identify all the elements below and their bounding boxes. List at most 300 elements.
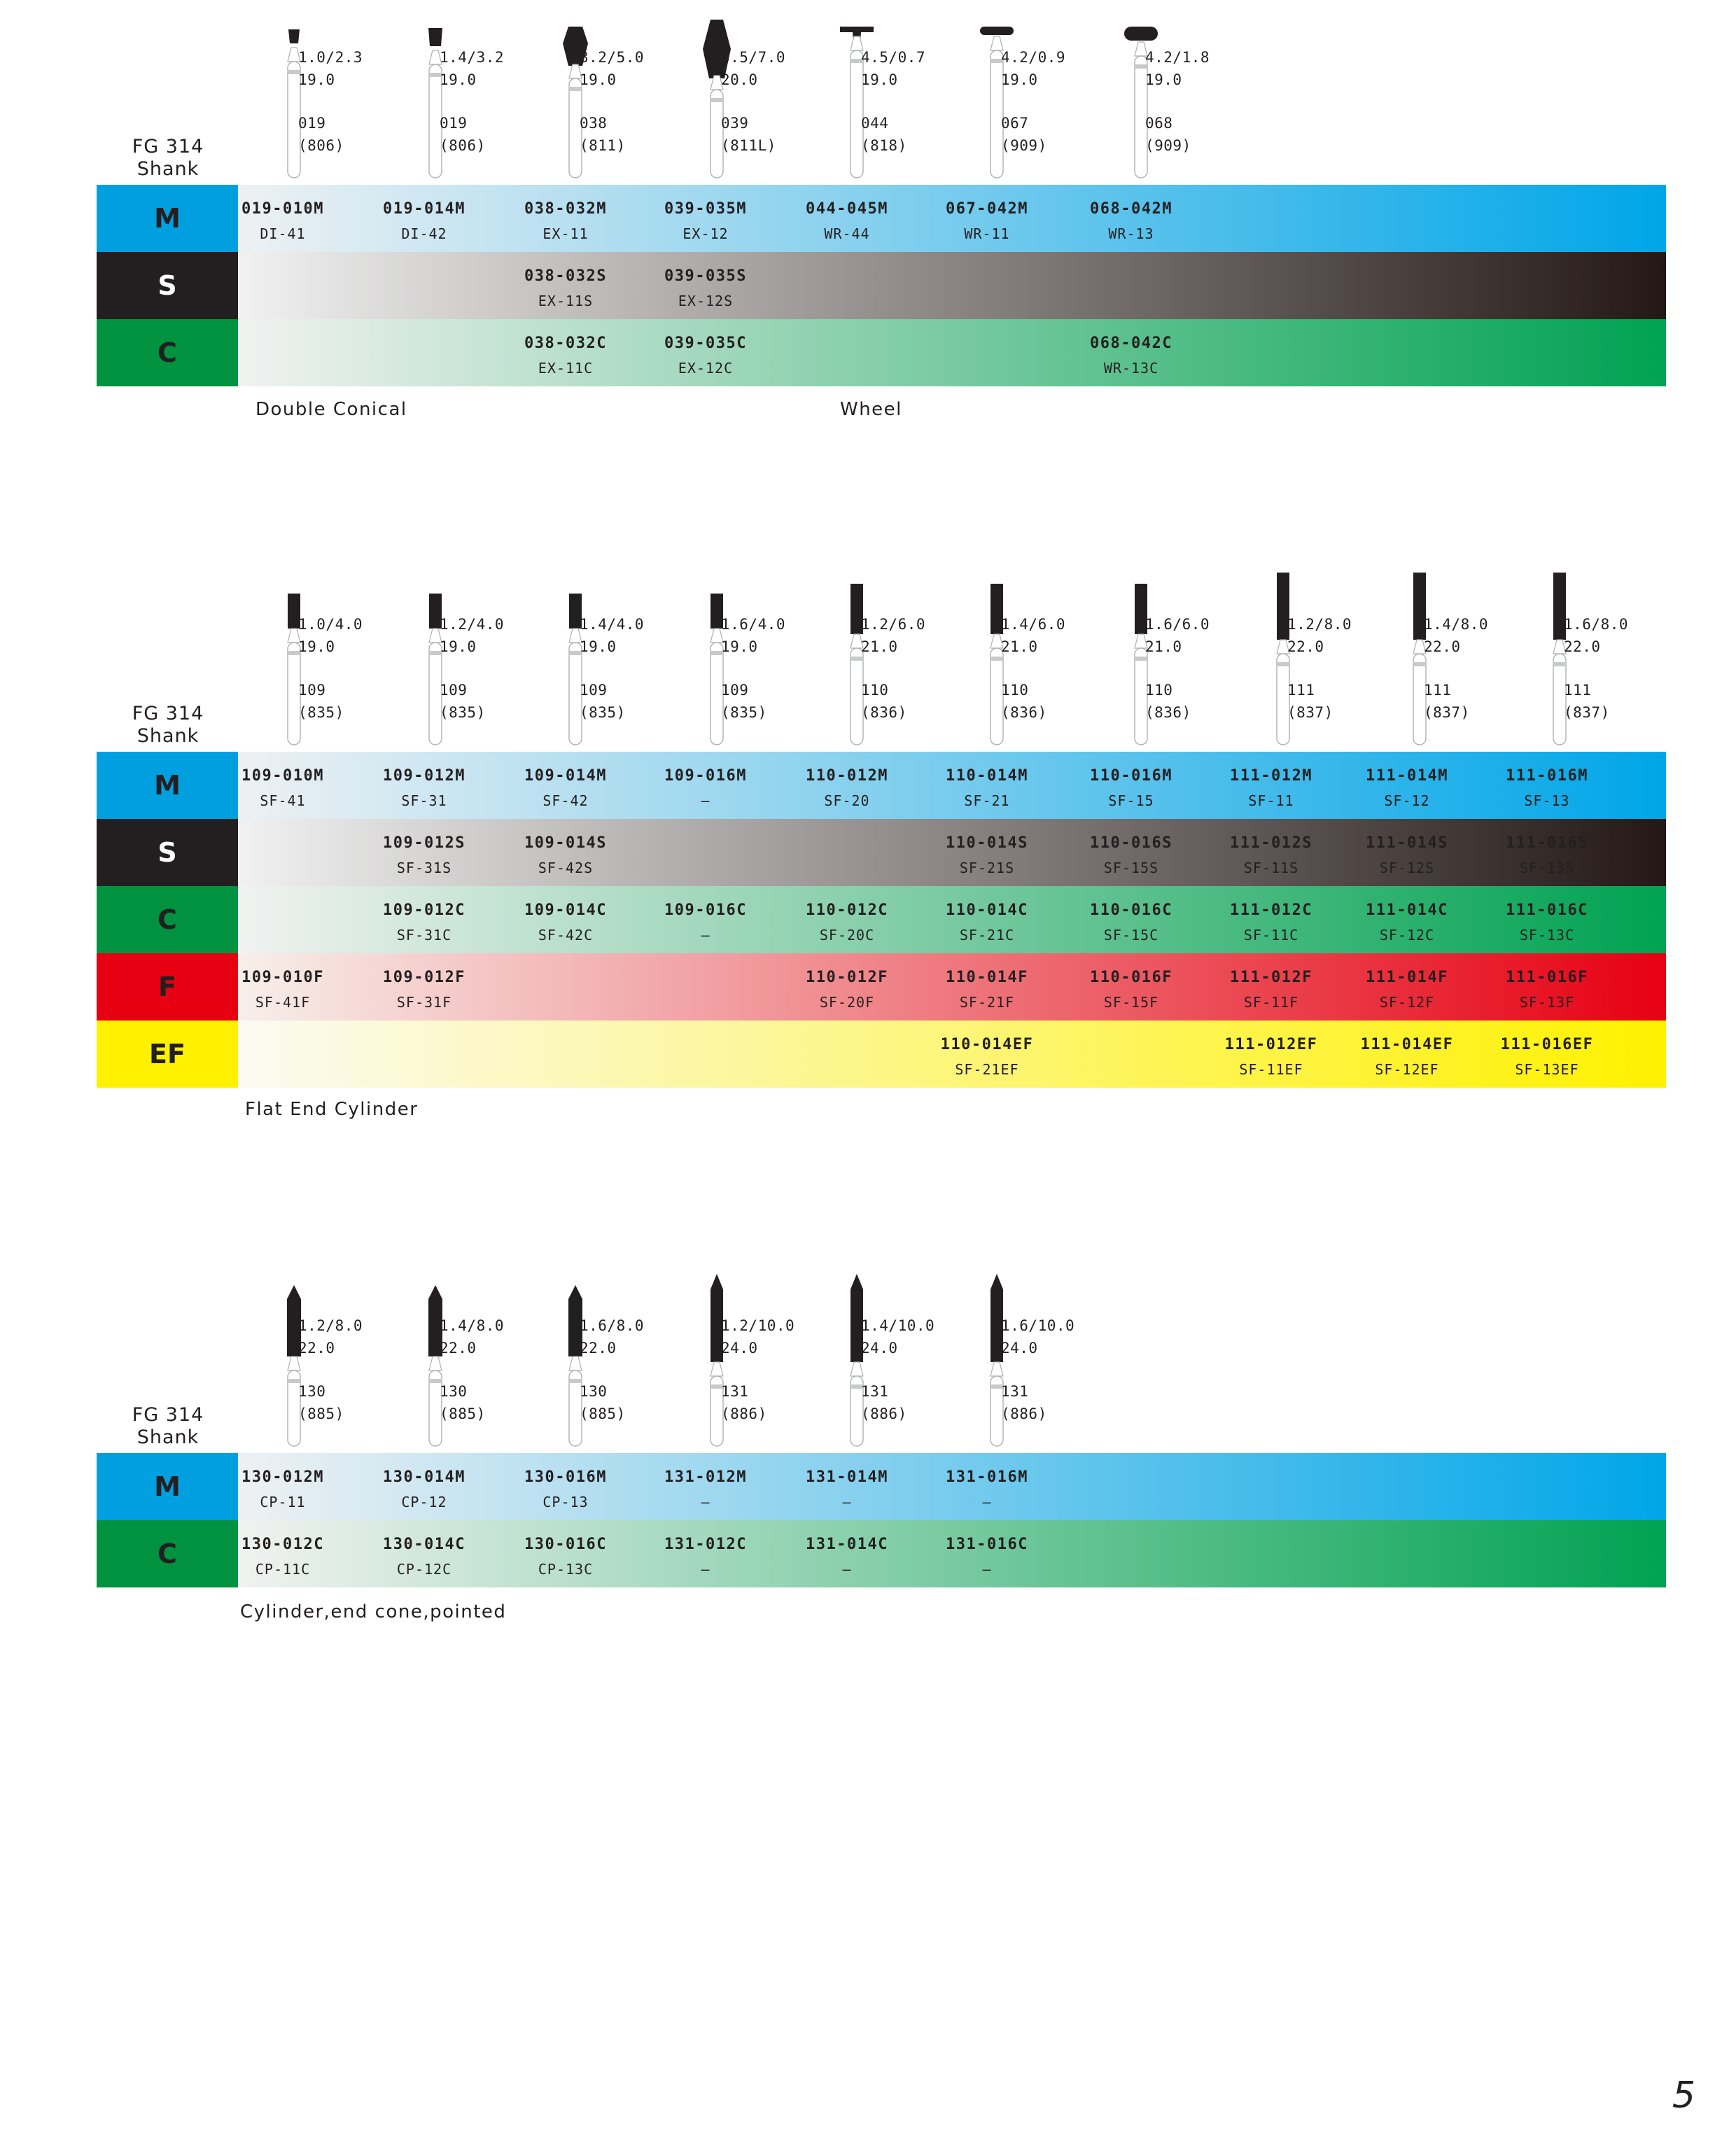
bur-length: 19.0	[721, 638, 758, 655]
bur-item	[696, 1278, 836, 1453]
grit-row-c	[97, 319, 1666, 386]
product-alt-code: SF-21S	[959, 860, 1015, 876]
product-code: 039-035M	[664, 200, 747, 218]
bur-iso-number: (811L)	[721, 137, 776, 154]
product-alt-code: WR-13C	[1103, 360, 1159, 377]
bur-iso-number: (885)	[440, 1405, 486, 1422]
product-alt-code: CP-11	[260, 1494, 306, 1510]
bur-length: 24.0	[721, 1340, 758, 1356]
bur-dimensions: 1.0/2.3	[298, 49, 363, 66]
product-cell	[1337, 953, 1477, 1021]
grit-row-f	[97, 953, 1666, 1021]
product-cell	[636, 252, 776, 319]
bur-item	[414, 577, 554, 752]
product-code: 109-014S	[524, 834, 607, 852]
spacer	[440, 1359, 504, 1380]
bur-length: 20.0	[721, 71, 758, 88]
spacer	[861, 1359, 934, 1380]
product-alt-code: EX-12	[682, 225, 729, 242]
product-alt-code: SF-21C	[959, 927, 1015, 944]
product-alt-code: SF-12S	[1379, 860, 1435, 876]
bur-iso-number: (909)	[1145, 137, 1191, 154]
product-code: 110-012F	[806, 969, 888, 986]
spacer	[440, 91, 504, 112]
product-alt-code: WR-44	[824, 225, 870, 242]
bur-item	[554, 10, 694, 185]
bur-iso-number: (885)	[580, 1405, 626, 1422]
product-alt-code: —	[842, 1494, 852, 1510]
product-cell	[496, 319, 636, 386]
bur-dimensions: 1.4/8.0	[1424, 616, 1489, 633]
product-cell	[636, 1453, 776, 1520]
bur-spec	[440, 613, 504, 724]
bur-item	[1399, 577, 1539, 752]
bur-spec	[440, 46, 504, 157]
product-code: 130-012C	[241, 1536, 324, 1553]
bur-spec	[721, 613, 785, 724]
product-cell	[1201, 953, 1341, 1021]
product-cell	[917, 1453, 1057, 1520]
product-code: 044-045M	[806, 200, 888, 218]
product-cell	[496, 1453, 636, 1520]
product-cell	[1337, 1021, 1477, 1088]
product-alt-code: EX-12C	[678, 360, 734, 377]
bur-dimensions: 1.0/4.0	[298, 616, 363, 633]
product-cell	[1061, 819, 1201, 886]
product-alt-code: SF-11EF	[1239, 1061, 1303, 1078]
product-alt-code: SF-11	[1248, 792, 1294, 809]
bur-spec	[721, 46, 785, 157]
bur-iso-number: (835)	[440, 704, 486, 721]
bur-length: 22.0	[1424, 638, 1461, 655]
product-alt-code: —	[982, 1494, 992, 1510]
product-alt-code: SF-13	[1524, 792, 1570, 809]
bur-iso-number: (836)	[1001, 704, 1047, 721]
product-cell	[777, 1520, 917, 1587]
bur-code: 019	[298, 115, 326, 132]
product-code: 109-010M	[241, 767, 324, 785]
product-cell	[1477, 1021, 1617, 1088]
page-number: 5	[1672, 2075, 1695, 2117]
spacer	[1001, 91, 1065, 112]
product-cell	[1061, 953, 1201, 1021]
bur-code: 044	[861, 115, 889, 132]
bur-item	[976, 1278, 1116, 1453]
grit-tag: S	[97, 252, 238, 319]
bur-spec	[1001, 613, 1065, 724]
product-alt-code: EX-11	[542, 225, 589, 242]
product-code: 109-012S	[383, 834, 465, 852]
grit-tag: S	[97, 819, 238, 886]
spacer	[580, 658, 644, 679]
product-code: 038-032S	[524, 267, 607, 285]
product-alt-code: —	[701, 1494, 710, 1510]
bur-iso-number: (835)	[721, 704, 767, 721]
product-code: 110-016S	[1090, 834, 1172, 852]
bur-item	[836, 1278, 976, 1453]
bur-spec	[1001, 46, 1065, 157]
product-code: 111-016EF	[1500, 1036, 1594, 1053]
bur-item	[554, 577, 694, 752]
bur-dimensions: 1.6/8.0	[580, 1317, 645, 1334]
product-alt-code: SF-11C	[1243, 927, 1299, 944]
product-alt-code: SF-31S	[396, 860, 452, 876]
bur-spec	[1145, 613, 1210, 724]
bur-iso-number: (837)	[1564, 704, 1610, 721]
product-code: 110-014S	[946, 834, 1028, 852]
bur-spec	[440, 1314, 504, 1425]
bur-code: 131	[721, 1383, 749, 1400]
spacer	[298, 91, 363, 112]
bur-code: 130	[580, 1383, 608, 1400]
bur-iso-number: (836)	[861, 704, 907, 721]
product-cell	[213, 953, 353, 1021]
bur-code: 067	[1001, 115, 1029, 132]
product-alt-code: SF-31	[401, 792, 447, 809]
bur-spec	[861, 1314, 934, 1425]
bur-length: 22.0	[440, 1340, 477, 1356]
product-alt-code: —	[701, 1561, 710, 1578]
product-cell	[1201, 752, 1341, 819]
product-alt-code: CP-11C	[255, 1561, 311, 1578]
bur-iso-number: (885)	[298, 1405, 344, 1422]
bur-section	[0, 1268, 1736, 1828]
bur-length: 22.0	[580, 1340, 617, 1356]
product-cell	[636, 886, 776, 953]
bur-item	[696, 10, 836, 185]
product-alt-code: SF-21EF	[955, 1061, 1019, 1078]
product-cell	[213, 185, 353, 252]
product-cell	[1061, 752, 1201, 819]
product-alt-code: SF-12C	[1379, 927, 1435, 944]
product-alt-code: SF-15F	[1103, 994, 1159, 1011]
bur-head	[840, 27, 874, 32]
bur-code: 039	[721, 115, 749, 132]
bur-section	[0, 567, 1736, 1127]
product-cell	[213, 1520, 353, 1587]
product-cell	[1201, 819, 1341, 886]
product-cell	[354, 1520, 494, 1587]
bur-item	[836, 10, 976, 185]
product-alt-code: SF-21F	[959, 994, 1015, 1011]
product-code: 110-016F	[1090, 969, 1172, 986]
product-code: 110-016M	[1090, 767, 1172, 785]
bur-item	[273, 10, 413, 185]
bur-iso-number: (818)	[861, 137, 907, 154]
product-code: 111-012M	[1230, 767, 1312, 785]
product-code: 038-032C	[524, 335, 607, 352]
product-alt-code: SF-12F	[1379, 994, 1435, 1011]
product-alt-code: EX-12S	[678, 293, 734, 309]
product-cell	[1477, 819, 1617, 886]
bur-dimensions: 1.2/10.0	[721, 1317, 795, 1334]
product-code: 111-014F	[1366, 969, 1448, 986]
product-code: 109-010F	[241, 969, 324, 986]
product-cell	[917, 1021, 1057, 1088]
product-alt-code: —	[982, 1561, 992, 1578]
product-alt-code: CP-12	[401, 1494, 447, 1510]
product-alt-code: SF-31F	[396, 994, 452, 1011]
bur-iso-number: (837)	[1424, 704, 1470, 721]
product-alt-code: SF-11S	[1243, 860, 1299, 876]
spacer	[440, 658, 504, 679]
product-alt-code: SF-20C	[819, 927, 875, 944]
bur-dimensions: 1.6/6.0	[1145, 616, 1210, 633]
product-code: 111-016S	[1506, 834, 1588, 852]
bur-iso-number: (886)	[861, 1405, 907, 1422]
product-cell	[1337, 819, 1477, 886]
bur-code: 068	[1145, 115, 1173, 132]
product-code: 039-035S	[664, 267, 747, 285]
product-code: 111-014S	[1366, 834, 1448, 852]
bur-item	[1120, 577, 1260, 752]
shank-label-line: FG 314	[132, 136, 204, 157]
product-alt-code: SF-20F	[819, 994, 875, 1011]
shank-label-line: FG 314	[132, 703, 204, 724]
grit-row-m	[97, 185, 1666, 252]
bur-item	[976, 577, 1116, 752]
spacer	[298, 658, 363, 679]
spacer	[721, 91, 785, 112]
product-cell	[1477, 752, 1617, 819]
bur-code: 111	[1564, 682, 1592, 699]
product-cell	[917, 185, 1057, 252]
product-cell	[636, 1520, 776, 1587]
spacer	[1001, 658, 1065, 679]
product-code: 111-014C	[1366, 902, 1448, 919]
spacer	[1145, 91, 1210, 112]
product-code: 109-016M	[664, 767, 747, 785]
bur-length: 21.0	[861, 638, 898, 655]
bur-head	[428, 28, 442, 46]
bur-dimensions: 1.4/10.0	[861, 1317, 935, 1334]
product-cell	[213, 1453, 353, 1520]
bur-dimensions: 1.4/3.2	[440, 49, 505, 66]
bur-iso-number: (835)	[298, 704, 344, 721]
bur-length: 19.0	[1145, 71, 1182, 88]
product-cell	[1061, 319, 1201, 386]
product-alt-code: SF-15	[1108, 792, 1154, 809]
bur-item	[414, 10, 554, 185]
product-cell	[1061, 185, 1201, 252]
shank-label-line: Shank	[136, 1426, 200, 1448]
product-cell	[1337, 752, 1477, 819]
bur-item	[836, 577, 976, 752]
bur-spec	[1564, 613, 1628, 724]
product-alt-code: SF-15S	[1103, 860, 1159, 876]
bur-item	[1539, 577, 1679, 752]
bur-code: 110	[861, 682, 889, 699]
bur-dimensions: 1.4/4.0	[580, 616, 645, 633]
product-alt-code: SF-13EF	[1515, 1061, 1579, 1078]
product-code: 111-016M	[1506, 767, 1588, 785]
bur-iso-number: (909)	[1001, 137, 1047, 154]
bur-code: 130	[440, 1383, 468, 1400]
bur-spec	[580, 613, 644, 724]
product-code: 109-016C	[664, 902, 747, 919]
bur-item	[976, 10, 1116, 185]
product-cell	[777, 886, 917, 953]
bur-length: 19.0	[298, 638, 335, 655]
bur-spec	[1287, 613, 1352, 724]
product-cell	[354, 752, 494, 819]
product-code: 111-016C	[1506, 902, 1588, 919]
bur-length: 19.0	[580, 638, 617, 655]
grit-row-c	[97, 886, 1666, 953]
product-alt-code: DI-42	[401, 225, 447, 242]
product-code: 110-014M	[946, 767, 1028, 785]
product-code: 111-014EF	[1360, 1036, 1454, 1053]
bur-item	[696, 577, 836, 752]
product-alt-code: CP-13	[542, 1494, 589, 1510]
product-alt-code: SF-21	[964, 792, 1010, 809]
product-code: 110-014F	[946, 969, 1028, 986]
product-code: 131-012C	[664, 1536, 747, 1553]
product-alt-code: —	[842, 1561, 852, 1578]
product-code: 109-012F	[383, 969, 465, 986]
spacer	[580, 1359, 644, 1380]
bur-iso-number: (836)	[1145, 704, 1191, 721]
product-cell	[917, 819, 1057, 886]
grit-tag: C	[97, 886, 238, 953]
bur-dimensions: 1.6/4.0	[721, 616, 786, 633]
product-cell	[1477, 886, 1617, 953]
product-code: 068-042C	[1090, 335, 1172, 352]
bur-dimensions: 1.2/4.0	[440, 616, 505, 633]
product-cell	[496, 252, 636, 319]
shank-label-line: FG 314	[132, 1404, 204, 1426]
bur-spec	[1145, 46, 1210, 157]
bur-spec	[580, 1314, 644, 1425]
product-alt-code: WR-13	[1108, 225, 1154, 242]
spacer	[861, 91, 925, 112]
spacer	[1001, 1359, 1074, 1380]
bur-code: 110	[1145, 682, 1173, 699]
bur-length: 19.0	[861, 71, 898, 88]
spacer	[861, 658, 925, 679]
product-cell	[917, 752, 1057, 819]
grit-row-c	[97, 1520, 1666, 1587]
product-code: 110-014EF	[940, 1036, 1034, 1053]
product-cell	[777, 752, 917, 819]
bur-iso-number: (837)	[1287, 704, 1334, 721]
shape-caption: Flat End Cylinder	[245, 1099, 419, 1120]
product-code: 039-035C	[664, 335, 747, 352]
product-cell	[496, 886, 636, 953]
bur-length: 22.0	[1287, 638, 1324, 655]
bur-dimensions: 4.2/0.9	[1001, 49, 1066, 66]
bur-length: 22.0	[298, 1340, 335, 1356]
bur-length: 22.0	[1564, 638, 1601, 655]
bur-spec	[298, 46, 363, 157]
spacer	[1287, 658, 1352, 679]
grit-tag: M	[97, 752, 238, 819]
product-code: 130-016M	[524, 1468, 607, 1486]
grit-row-s	[97, 252, 1666, 319]
grit-row-s	[97, 819, 1666, 886]
bur-head	[288, 29, 300, 43]
product-code: 109-012C	[383, 902, 465, 919]
product-cell	[354, 1453, 494, 1520]
shank-label	[98, 703, 238, 748]
product-code: 110-016C	[1090, 902, 1172, 919]
spacer	[1424, 658, 1488, 679]
bur-code: 131	[861, 1383, 889, 1400]
bur-head	[980, 27, 1014, 35]
grit-row-m	[97, 752, 1666, 819]
grit-tag: M	[97, 1453, 238, 1520]
grit-row-ef	[97, 1021, 1666, 1088]
product-cell	[917, 886, 1057, 953]
product-code: 038-032M	[524, 200, 607, 218]
shank-label-line: Shank	[136, 158, 200, 180]
product-cell	[1201, 886, 1341, 953]
product-cell	[496, 1520, 636, 1587]
bur-section	[0, 0, 1736, 560]
product-alt-code: SF-15C	[1103, 927, 1159, 944]
product-code: 131-014C	[806, 1536, 888, 1553]
product-alt-code: —	[701, 792, 710, 809]
bur-spec	[580, 46, 644, 157]
product-code: 130-016C	[524, 1536, 607, 1553]
product-code: 111-016F	[1506, 969, 1588, 986]
product-code: 131-014M	[806, 1468, 888, 1486]
product-cell	[354, 886, 494, 953]
bur-spec	[861, 46, 925, 157]
shape-caption: Wheel	[840, 399, 902, 420]
bur-spec	[298, 1314, 363, 1425]
product-alt-code: SF-13S	[1519, 860, 1575, 876]
product-code: 131-016M	[946, 1468, 1028, 1486]
bur-length: 19.0	[298, 71, 335, 88]
bur-item	[1120, 10, 1260, 185]
bur-spec	[1424, 613, 1488, 724]
grit-tag: C	[97, 1520, 238, 1587]
grit-tag: C	[97, 319, 238, 386]
grit-gradient	[238, 319, 1666, 386]
product-code: 131-016C	[946, 1536, 1028, 1553]
product-code: 109-012M	[383, 767, 465, 785]
bur-code: 109	[721, 682, 749, 699]
product-cell	[917, 1520, 1057, 1587]
product-code: 130-012M	[241, 1468, 324, 1486]
bur-dimensions: 1.2/8.0	[1287, 616, 1352, 633]
bur-iso-number: (811)	[580, 137, 626, 154]
product-code: 109-014C	[524, 902, 607, 919]
bur-iso-number: (806)	[440, 137, 486, 154]
spacer	[1564, 658, 1628, 679]
bur-code: 109	[440, 682, 468, 699]
bur-dimensions: 4.2/1.8	[1145, 49, 1210, 66]
product-code: 110-014C	[946, 902, 1028, 919]
product-code: 111-012S	[1230, 834, 1312, 852]
bur-code: 111	[1287, 682, 1315, 699]
product-alt-code: SF-42S	[538, 860, 594, 876]
product-code: 068-042M	[1090, 200, 1172, 218]
bur-length: 19.0	[580, 71, 617, 88]
product-code: 019-010M	[241, 200, 324, 218]
product-cell	[496, 752, 636, 819]
spacer	[721, 1359, 794, 1380]
product-code: 131-012M	[664, 1468, 747, 1486]
product-alt-code: CP-12C	[396, 1561, 452, 1578]
product-cell	[1337, 886, 1477, 953]
grit-tag: F	[97, 953, 238, 1021]
bur-dimensions: 4.5/0.7	[861, 49, 926, 66]
bur-item	[554, 1278, 694, 1453]
shape-caption: Cylinder,end cone,pointed	[240, 1601, 507, 1622]
product-alt-code: SF-12	[1384, 792, 1430, 809]
